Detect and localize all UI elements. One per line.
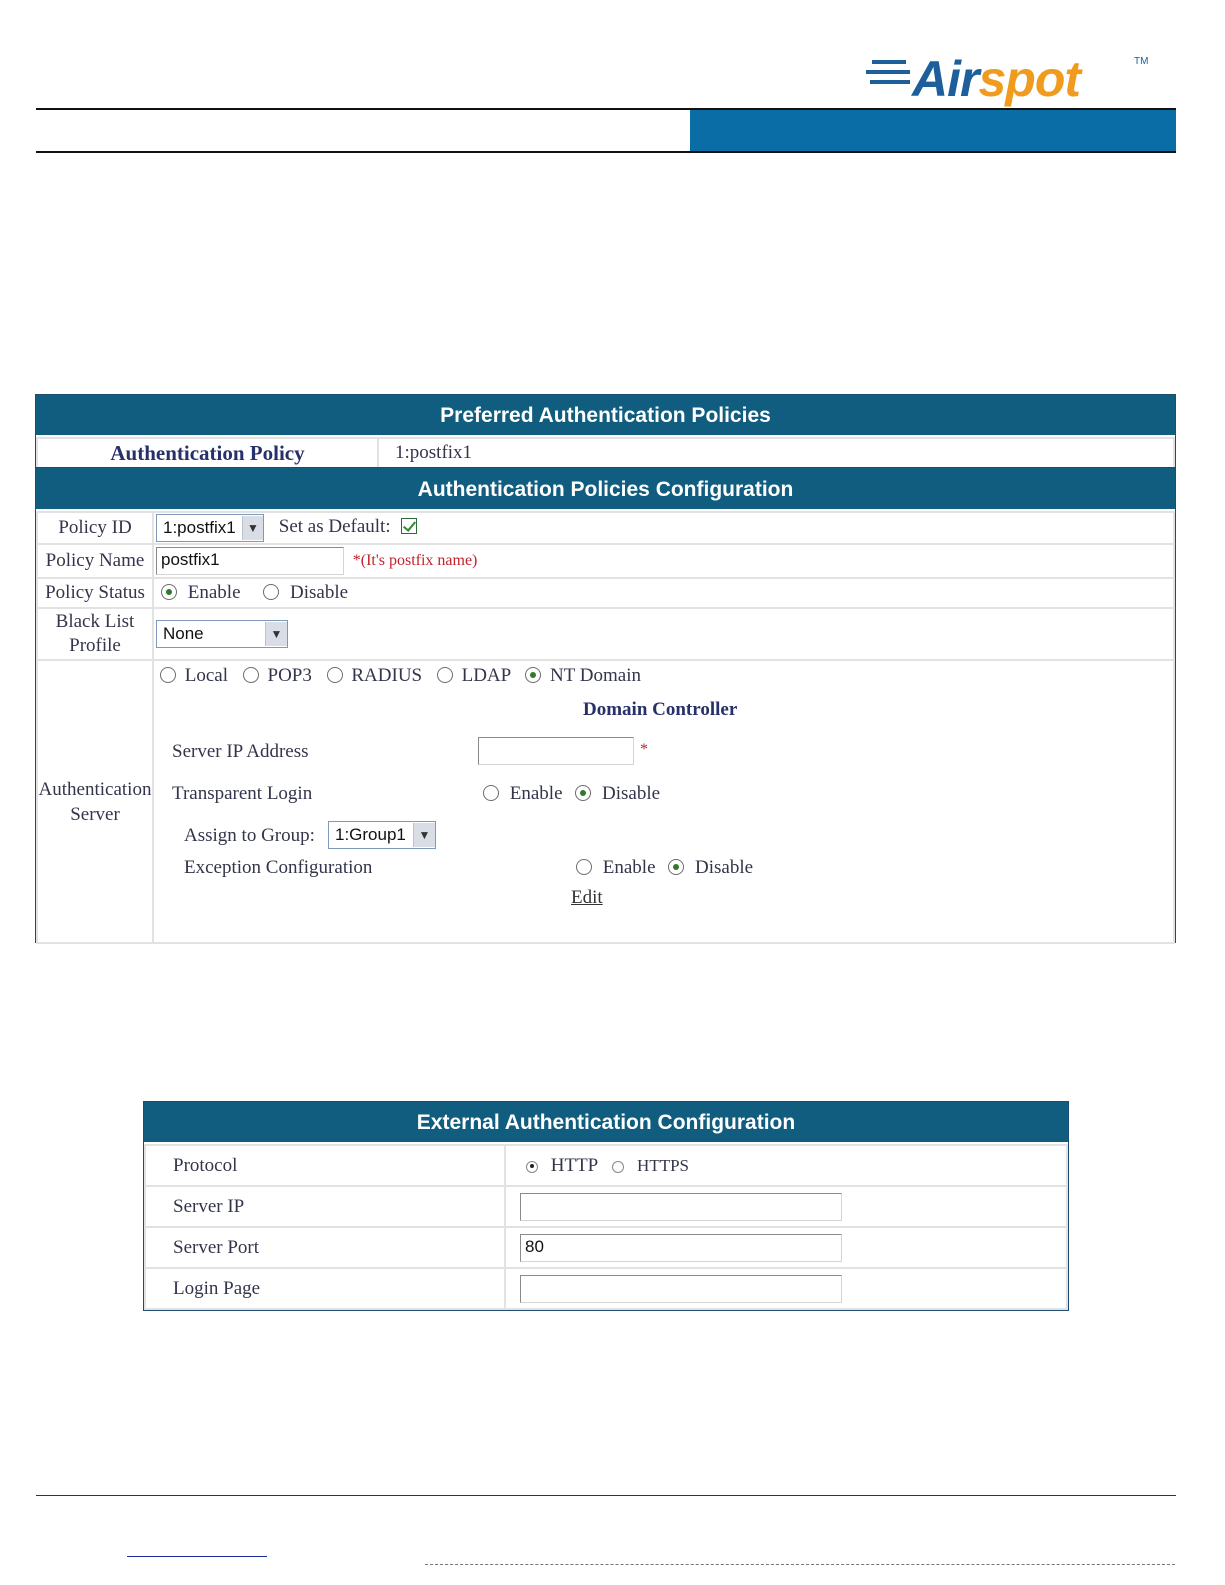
assign-group-label: Assign to Group:	[184, 825, 315, 846]
server-type-label: Local	[184, 665, 229, 686]
exception-disable-label: Disable	[695, 857, 754, 878]
auth-server-label	[37, 660, 153, 943]
policy-status-cell	[153, 578, 1174, 608]
blacklist-label-line1: Black List	[55, 611, 135, 632]
login-page-input[interactable]	[520, 1275, 842, 1303]
policy-name-cell	[153, 544, 1174, 578]
server-ip-label: Server IP Address	[172, 741, 309, 762]
footer-rule	[36, 1495, 1176, 1496]
protocol-http-label: HTTP	[550, 1154, 598, 1176]
server-type-radius-radio[interactable]	[327, 667, 343, 683]
edit-link[interactable]: Edit	[571, 887, 603, 908]
auth-server-cell	[153, 660, 1174, 943]
auth-policy-value: 1:postfix1	[378, 438, 1174, 468]
auth-server-label-line1: Authentication	[38, 778, 152, 800]
policy-name-label: Policy Name	[37, 544, 153, 578]
chevron-down-icon[interactable]: ▼	[242, 516, 263, 540]
footer-dashed-line	[425, 1564, 1175, 1565]
external-auth-config-panel	[143, 1101, 1069, 1311]
exception-enable-label: Enable	[602, 857, 656, 878]
logo-swoosh-line	[872, 60, 906, 64]
protocol-https-label: HTTPS	[637, 1155, 690, 1175]
chevron-down-icon[interactable]: ▼	[413, 823, 435, 847]
status-enable-radio[interactable]	[161, 584, 177, 600]
exception-config-group	[576, 857, 753, 879]
header-rule-bottom	[36, 151, 1176, 153]
server-type-group	[160, 665, 641, 687]
policy-id-label: Policy ID	[37, 512, 153, 544]
exception-enable-radio[interactable]	[576, 859, 592, 875]
server-port-input[interactable]: 80	[520, 1234, 842, 1262]
status-disable-label: Disable	[290, 582, 349, 603]
exception-disable-radio[interactable]	[668, 859, 684, 875]
logo-trademark: TM	[1134, 56, 1149, 67]
transparent-disable-label: Disable	[602, 783, 661, 804]
transparent-login-label: Transparent Login	[172, 783, 313, 804]
chevron-down-icon[interactable]: ▼	[265, 622, 287, 646]
server-type-local-radio[interactable]	[160, 667, 176, 683]
auth-server-label-line2: Server	[70, 803, 120, 825]
server-type-label: LDAP	[461, 665, 511, 686]
policy-id-select[interactable]	[156, 514, 264, 542]
server-type-label: RADIUS	[351, 665, 423, 686]
footer-link-underline	[127, 1556, 267, 1557]
server-type-label: NT Domain	[550, 665, 641, 686]
policy-id-cell	[153, 512, 1174, 544]
policy-id-select-value: 1:postfix1	[163, 518, 236, 537]
blacklist-cell	[153, 608, 1174, 660]
policy-name-note: *(It's postfix name)	[352, 552, 478, 570]
server-type-label: POP3	[267, 665, 312, 686]
auth-policies-config-panel	[35, 467, 1176, 943]
panel-header: Preferred Authentication Policies	[36, 395, 1175, 437]
policy-name-input[interactable]: postfix1	[156, 547, 344, 575]
set-default-label: Set as Default:	[278, 516, 391, 538]
panel-header: Authentication Policies Configuration	[36, 468, 1175, 511]
protocol-https-radio[interactable]	[612, 1161, 624, 1173]
transparent-login-group	[483, 783, 660, 805]
assign-group-select[interactable]	[328, 821, 436, 849]
panel-header: External Authentication Configuration	[144, 1102, 1068, 1144]
transparent-disable-radio[interactable]	[575, 785, 591, 801]
blacklist-label-line2: Profile	[69, 635, 121, 656]
external-server-ip-cell	[505, 1186, 1067, 1227]
server-type-pop3-radio[interactable]	[243, 667, 259, 683]
set-default-checkbox[interactable]	[401, 518, 417, 534]
logo-swoosh-line	[866, 70, 910, 74]
transparent-enable-radio[interactable]	[483, 785, 499, 801]
policy-status-label: Policy Status	[37, 578, 153, 608]
protocol-cell	[505, 1145, 1067, 1186]
login-page-cell	[505, 1268, 1067, 1309]
transparent-enable-label: Enable	[509, 783, 563, 804]
server-type-ldap-radio[interactable]	[437, 667, 453, 683]
status-disable-radio[interactable]	[263, 584, 279, 600]
protocol-http-radio[interactable]	[526, 1161, 538, 1173]
required-mark: *	[640, 741, 648, 758]
server-type-ntdomain-radio[interactable]	[525, 667, 541, 683]
server-port-cell	[505, 1227, 1067, 1268]
server-ip-input[interactable]	[478, 737, 634, 765]
auth-policy-label: Authentication Policy	[37, 438, 378, 468]
logo-swoosh-line	[870, 80, 910, 84]
header-band	[690, 110, 1176, 152]
domain-controller-title: Domain Controller	[583, 699, 738, 720]
external-server-ip-label: Server IP	[145, 1186, 505, 1227]
auth-server-content	[154, 661, 1173, 942]
external-server-ip-input[interactable]	[520, 1193, 842, 1221]
blacklist-select-value: None	[163, 624, 204, 643]
blacklist-select[interactable]	[156, 620, 288, 648]
login-page-label: Login Page	[145, 1268, 505, 1309]
exception-config-label: Exception Configuration	[184, 857, 373, 878]
airspot-logo	[872, 46, 1172, 112]
status-enable-label: Enable	[187, 582, 241, 603]
preferred-auth-policies-panel	[35, 394, 1176, 470]
protocol-label: Protocol	[145, 1145, 505, 1186]
assign-group-select-value: 1:Group1	[335, 825, 406, 844]
blacklist-label	[37, 608, 153, 660]
server-port-label: Server Port	[145, 1227, 505, 1268]
logo-wordmark: Airspot	[912, 51, 1081, 107]
